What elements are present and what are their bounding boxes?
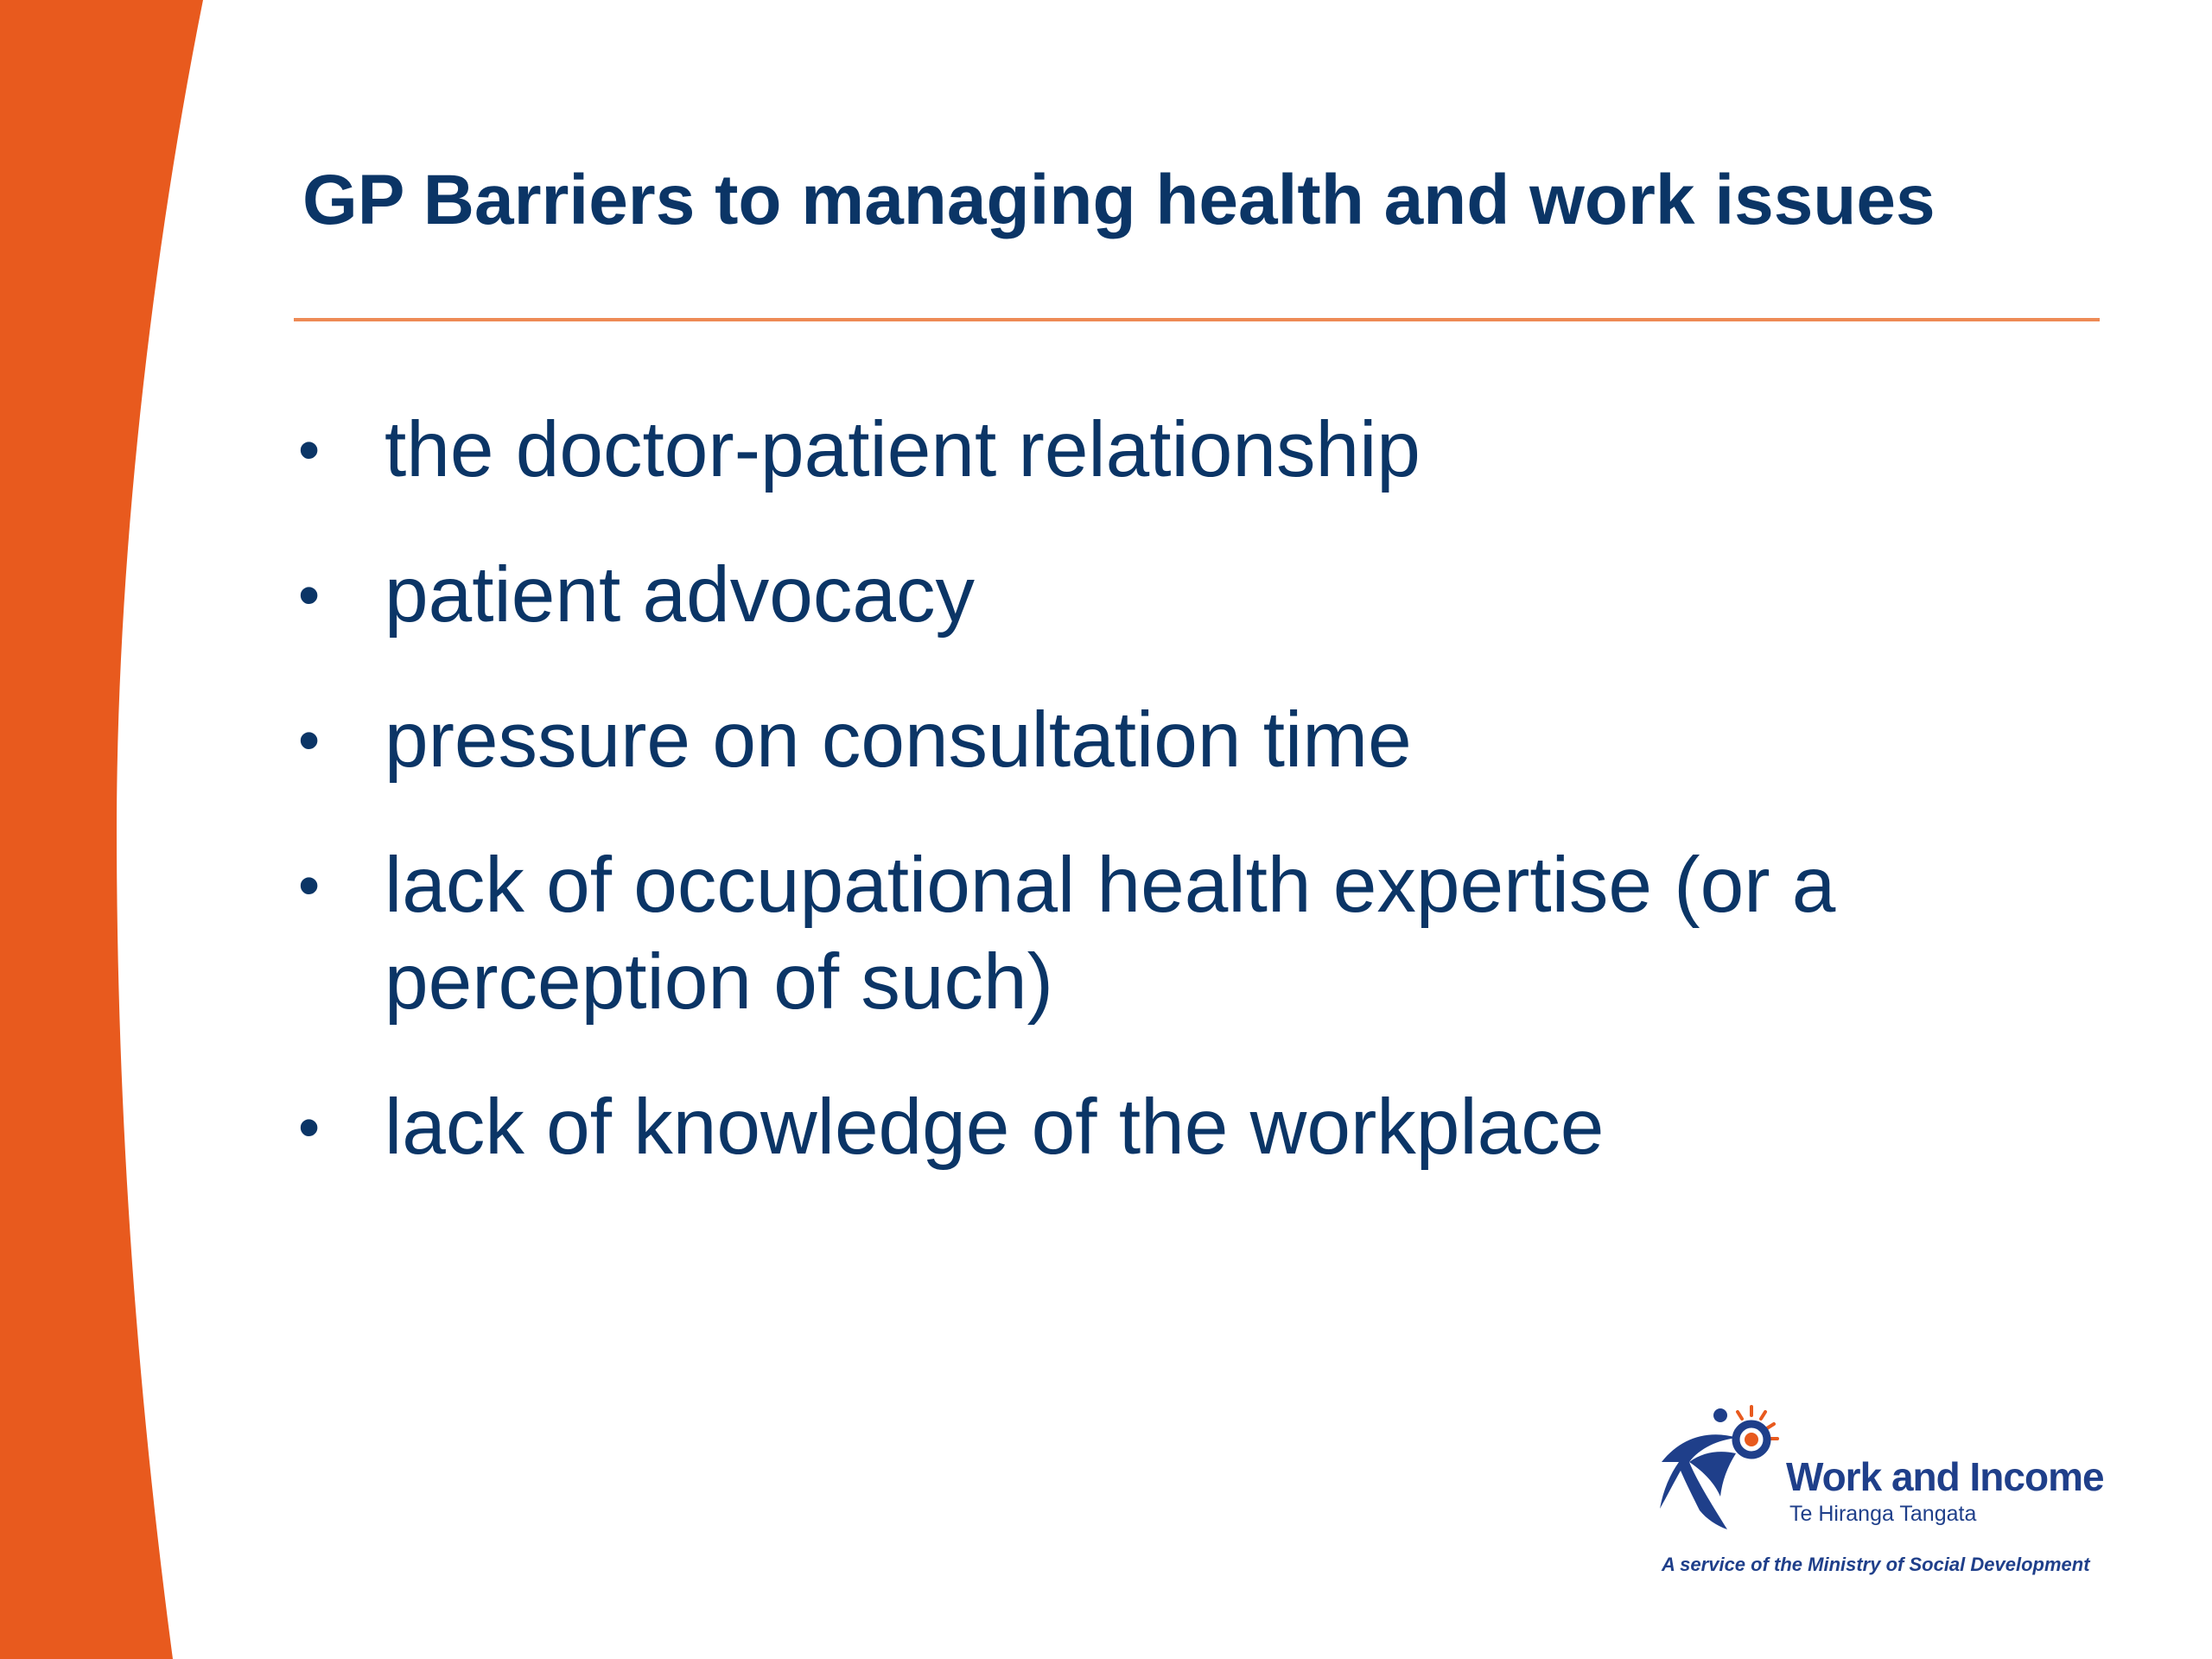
bullet-item <box>298 837 2026 1031</box>
bullet-marker: • <box>298 851 321 920</box>
bullet-marker: • <box>298 706 321 775</box>
bullet-text: pressure on consultation time <box>385 696 1412 784</box>
bullet-item <box>298 692 2026 789</box>
slide-title: GP Barriers to managing health and work issues <box>302 161 1936 239</box>
bullet-text: the doctor-patient relationship <box>385 406 1421 493</box>
bullet-marker: • <box>298 1093 321 1162</box>
work-and-income-figure-icon <box>1655 1400 1784 1538</box>
bullet-text: patient advocacy <box>385 551 975 639</box>
work-and-income-logo <box>1655 1400 2104 1581</box>
bullet-list <box>298 402 2026 1224</box>
logo-subtitle: Te Hiranga Tangata <box>1789 1502 1977 1526</box>
bullet-text: lack of occupational health expertise (or a perception of such) <box>385 842 1836 1026</box>
bullet-item <box>298 402 2026 499</box>
logo-name: Work and Income <box>1786 1454 2104 1499</box>
bullet-item <box>298 547 2026 644</box>
title-divider <box>294 318 2100 321</box>
bullet-text: lack of knowledge of the workplace <box>385 1084 1605 1171</box>
bullet-marker: • <box>298 561 321 630</box>
orange-side-band <box>0 0 225 1659</box>
bullet-marker: • <box>298 416 321 485</box>
bullet-item <box>298 1079 2026 1176</box>
logo-tagline: A service of the Ministry of Social Development <box>1662 1554 2090 1575</box>
